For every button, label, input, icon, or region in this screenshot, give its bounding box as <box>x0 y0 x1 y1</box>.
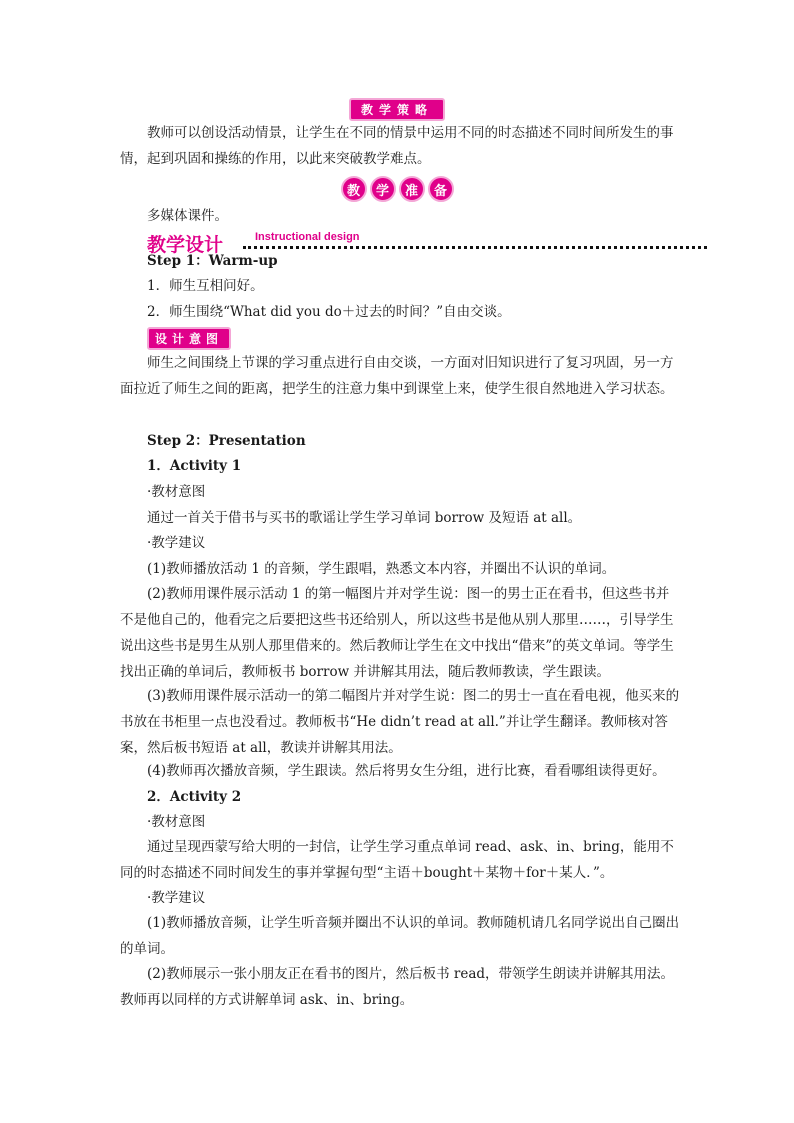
activity1-advice-item: (4)教师再次播放音频，学生跟读。然后将男女生分组，进行比赛，看看哪组读得更好。 <box>147 763 666 779</box>
step1-intent-text: 师生之间围绕上节课的学习重点进行自由交谈，一方面对旧知识进行了复习巩固，另一方面拉近了师生之间的距离，把学生的注意力集中到课堂上来，使学生很自然地进入学习状态。 <box>120 355 674 397</box>
step1-title: Step 1：Warm-up <box>147 253 278 269</box>
strategy-text: 教师可以创设活动情景，让学生在不同的情景中运用不同的时态描述不同时间所发生的事情，起到巩固和操练的作用，以此来突破教学难点。 <box>120 125 674 167</box>
preparation-heading <box>0 176 794 202</box>
preparation-heading-char: 备 <box>428 176 454 202</box>
activity2-advice-item: (1)教师播放音频，让学生听音频并圈出不认识的单词。教师随机请几名同学说出自己圈出的单词。 <box>120 915 680 957</box>
activity2-advice-item: (2)教师展示一张小朋友正在看书的图片，然后板书 read，带领学生朗读并讲解其用法。教师再以同样的方式讲解单词 ask、in、bring。 <box>120 966 675 1008</box>
design-intent-badge: 设计意图 <box>147 327 231 350</box>
preparation-heading-char: 准 <box>399 176 425 202</box>
step1-item: 1．师生互相问好。 <box>147 278 264 294</box>
preparation-heading-char: 教 <box>341 176 367 202</box>
activity1-advice-label: ·教学建议 <box>147 535 206 551</box>
step1-item: 2．师生围绕“What did you do＋过去的时间？”自由交谈。 <box>147 304 511 320</box>
activity1-advice-item: (3)教师用课件展示活动一的第二幅图片并对学生说：图二的男士一直在看电视，他买来的书放在书柜里一点也没看过。教师板书“He didn’t read at all.”并让学生翻译。教师核对答案，然后板书短语 at all，教读并讲解其用法。 <box>120 688 680 756</box>
strategy-heading-wrap <box>0 98 794 121</box>
activity2-intent-label: ·教材意图 <box>147 814 206 830</box>
activity1-intent-label: ·教材意图 <box>147 484 206 500</box>
activity2-advice-label: ·教学建议 <box>147 890 206 906</box>
activity2-title: 2．Activity 2 <box>147 789 242 805</box>
preparation-heading-char: 学 <box>370 176 396 202</box>
activity1-title: 1．Activity 1 <box>147 458 242 474</box>
design-title: 教学设计 <box>147 234 224 256</box>
step2-title: Step 2：Presentation <box>147 433 306 449</box>
activity1-advice-item: (1)教师播放活动 1 的音频，学生跟唱，熟悉文本内容，并圈出不认识的单词。 <box>147 561 616 577</box>
activity1-advice-item: (2)教师用课件展示活动 1 的第一幅图片并对学生说：图一的男士正在看书，但这些书并不是他自己的，他看完之后要把这些书还给别人，所以这些书是他从别人那里……，引导学生说出这些书是男生从别人那里借来的。然后教师让学生在文中找出“借来”的英文单词。等学生找出正确的单词后，教师板书 borrow 并讲解其用法，随后教师教读，学生跟读。 <box>120 586 674 680</box>
activity2-intent-text: 通过呈现西蒙写给大明的一封信，让学生学习重点单词 read、ask、in、bring，能用不同的时态描述不同时间发生的事并掌握句型“主语＋bought＋某物＋for＋某人．”。 <box>120 839 674 881</box>
strategy-heading: 教学策略 <box>349 98 445 121</box>
preparation-text: 多媒体课件。 <box>147 208 228 224</box>
activity1-intent-text: 通过一首关于借书与买书的歌谣让学生学习单词 borrow 及短语 at all。 <box>147 510 582 526</box>
design-subtitle: Instructional design <box>255 231 360 243</box>
